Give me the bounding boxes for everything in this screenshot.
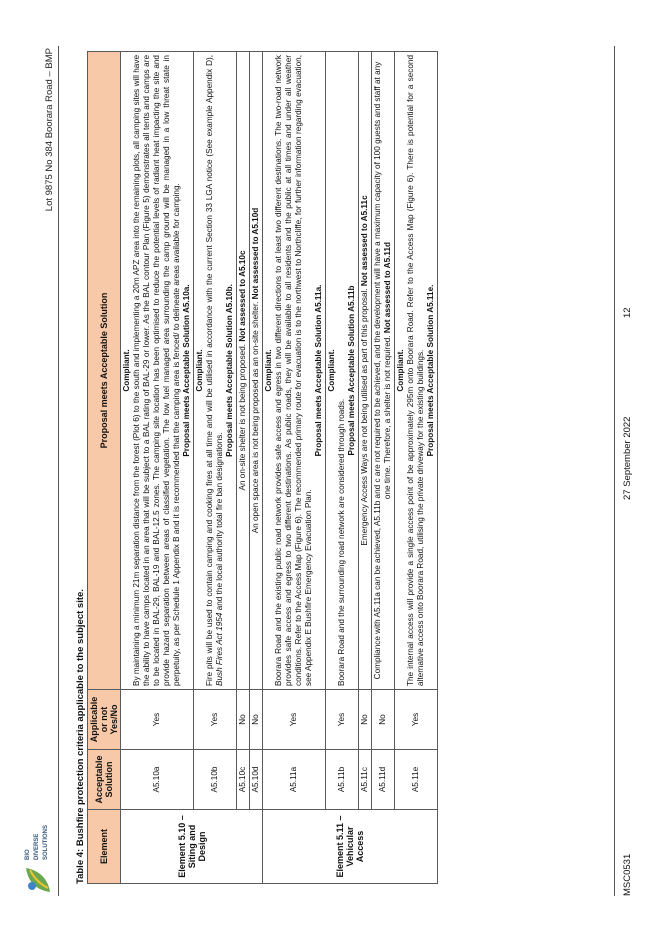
table-header-row <box>88 52 121 884</box>
applicable-cell: Yes <box>121 690 194 750</box>
proposal-result: Proposal meets Acceptable Solution A5.11b <box>347 285 356 456</box>
header-applicable: Applicable or not Yes/No <box>88 690 121 750</box>
logo-line-1: BIO <box>25 849 31 860</box>
proposal-text: Boorara Road and the existing public road network provides safe access and egress in two different directions to at least two different destinations. The two-road network provides safe access and egress to two different destinations. As public roads, they will be available to all residents and the public at all times and under all weather conditions. Refer to the Access Map (Figure 6). The recommended primary route for evacuation is to the northwest to Northcliffe, for further information regarding evacuation, see Appendix E Bushfire Emergency Evacuation Plan. <box>274 55 313 686</box>
company-logo <box>22 736 56 896</box>
table-row <box>194 52 237 884</box>
proposal-result: Proposal meets Acceptable Solution A5.11e. <box>426 284 435 457</box>
proposal-text: By maintaining a minimum 21m separation distance from the forest (Plot 6) to the south and implementing a 20m APZ area into the remaining plots, all camping sites will have the ability to have camps located in an area that will be subject to a BAL rating of BAL-29 or lower. As the BAL contour Plan (Figure 5) demonstrates all tents and camps are to be located in BAL-29, BAL-19 and BAL-12.5 zones. The camping site location has been optimised to reduce the potential levels of radiant heat impacting the site and provide hazard separation between areas of classified vegetation. The low fuel managed area surrounding the camp ground will be managed in a low threat state in perpetuity, as per Schedule 1 Appendix B and it is recommended that the camping area is fenced/ to delineate areas available for camping. <box>132 55 181 686</box>
proposal-text-part: and the local authority total fire ban designations. <box>215 432 224 613</box>
solution-cell: A5.11a <box>263 750 326 810</box>
footer-divider <box>614 46 615 896</box>
header-element: Element <box>88 810 121 884</box>
solution-cell: A5.11b <box>326 750 359 810</box>
applicable-cell: Yes <box>263 690 326 750</box>
proposal-text: An on-site shelter is not being proposed. <box>238 341 247 491</box>
proposal-text <box>205 55 225 686</box>
proposal-result: Proposal meets Acceptable Solution A5.10a. <box>182 284 191 457</box>
element-cell-5-10: Element 5.10 – Siting and Design <box>121 810 263 884</box>
not-assessed-text: Not assessed to A5.10c <box>238 250 247 342</box>
solution-cell: A5.10c <box>237 750 250 810</box>
proposal-cell <box>237 52 250 690</box>
proposal-cell <box>326 52 359 690</box>
proposal-cell <box>359 52 372 690</box>
header-divider <box>58 46 59 896</box>
solution-cell: A5.11d <box>372 750 395 810</box>
proposal-cell <box>121 52 194 690</box>
not-assessed-text: Not assessed to A5.11d <box>383 241 392 334</box>
logo-text <box>24 825 51 860</box>
act-reference: Bush Fires Act 1954 <box>215 612 224 686</box>
table-row <box>263 52 326 884</box>
document-title: Lot 9875 No 384 Boorara Road – BMP <box>44 48 55 212</box>
table-row <box>326 52 359 884</box>
solution-cell: A5.11e <box>395 750 438 810</box>
proposal-cell <box>194 52 237 690</box>
solution-cell: A5.10b <box>194 750 237 810</box>
logo-line-3: SOLUTIONS <box>43 824 49 860</box>
proposal-cell <box>372 52 395 690</box>
table-row <box>237 52 250 884</box>
solution-cell: A5.11c <box>359 750 372 810</box>
header-solution: Acceptable Solution <box>88 750 121 810</box>
table-row <box>121 52 194 884</box>
applicable-cell: No <box>250 690 263 750</box>
proposal-text-part: Fire pits will be used to contain camping and cooking fires at all time and will be utilised in accordance with the current Section 33 LGA notice (See example Appendix D), <box>205 55 214 686</box>
criteria-table <box>87 51 438 884</box>
applicable-cell: No <box>359 690 372 750</box>
compliant-heading: Compliant. <box>264 349 273 392</box>
compliant-heading: Compliant. <box>122 349 131 392</box>
solution-cell: A5.10d <box>250 750 263 810</box>
compliant-heading: Compliant. <box>195 349 204 392</box>
proposal-text: The internal access will provide a single access point of be approximately 295m onto Boorara Road. Refer to the Access Map (Figure 6). There is potential for a second alternative access onto Boorara Road, utilising the private driveway for the existing buildings. <box>406 55 425 686</box>
compliant-heading: Compliant. <box>327 349 336 392</box>
compliant-heading: Compliant. <box>396 349 405 392</box>
footer-date: 27 September 2022 <box>622 416 633 500</box>
proposal-result: Proposal meets Acceptable Solution A5.10b. <box>225 284 234 457</box>
proposal-cell <box>395 52 438 690</box>
applicable-cell: Yes <box>395 690 438 750</box>
not-assessed-text: Not assessed to A5.10d <box>251 207 260 300</box>
applicable-cell: No <box>237 690 250 750</box>
logo-line-2: DIVERSE <box>34 833 40 860</box>
logo-leaf-icon <box>22 864 54 896</box>
table-row <box>372 52 395 884</box>
applicable-cell: No <box>372 690 395 750</box>
proposal-text: An open space area is not being proposed as an on-site shelter. <box>251 299 260 534</box>
solution-cell: A5.10a <box>121 750 194 810</box>
proposal-cell <box>250 52 263 690</box>
element-cell-5-11: Element 5.11 – Vehicular Access <box>263 810 438 884</box>
not-assessed-text: Not assessed to A5.11c <box>360 195 369 287</box>
criteria-table-wrapper <box>87 52 438 884</box>
header-proposal: Proposal meets Acceptable Solution <box>88 52 121 690</box>
footer-doc-code: MSC0531 <box>622 853 633 896</box>
proposal-cell <box>263 52 326 690</box>
proposal-text: Compliance with A5.11a can be achieved, A5.11b and c are not required to be achieved, and the development will have a maximum capacity of 100 guests and staff at any one time. Therefore, a shelter is not required. <box>373 61 392 680</box>
applicable-cell: Yes <box>326 690 359 750</box>
table-caption: Table 4: Bushfire protection criteria applicable to the subject site. <box>75 589 86 884</box>
proposal-text: Emergency Access Ways are not being utilised as part of this proposal. <box>360 286 369 546</box>
table-row <box>359 52 372 884</box>
proposal-result: Proposal meets Acceptable Solution A5.11a. <box>314 284 323 457</box>
proposal-text: Boorara Road and the surrounding road network are considered through roads. <box>337 398 346 686</box>
table-row <box>395 52 438 884</box>
table-row <box>250 52 263 884</box>
applicable-cell: Yes <box>194 690 237 750</box>
footer-page-number: 12 <box>622 307 633 318</box>
